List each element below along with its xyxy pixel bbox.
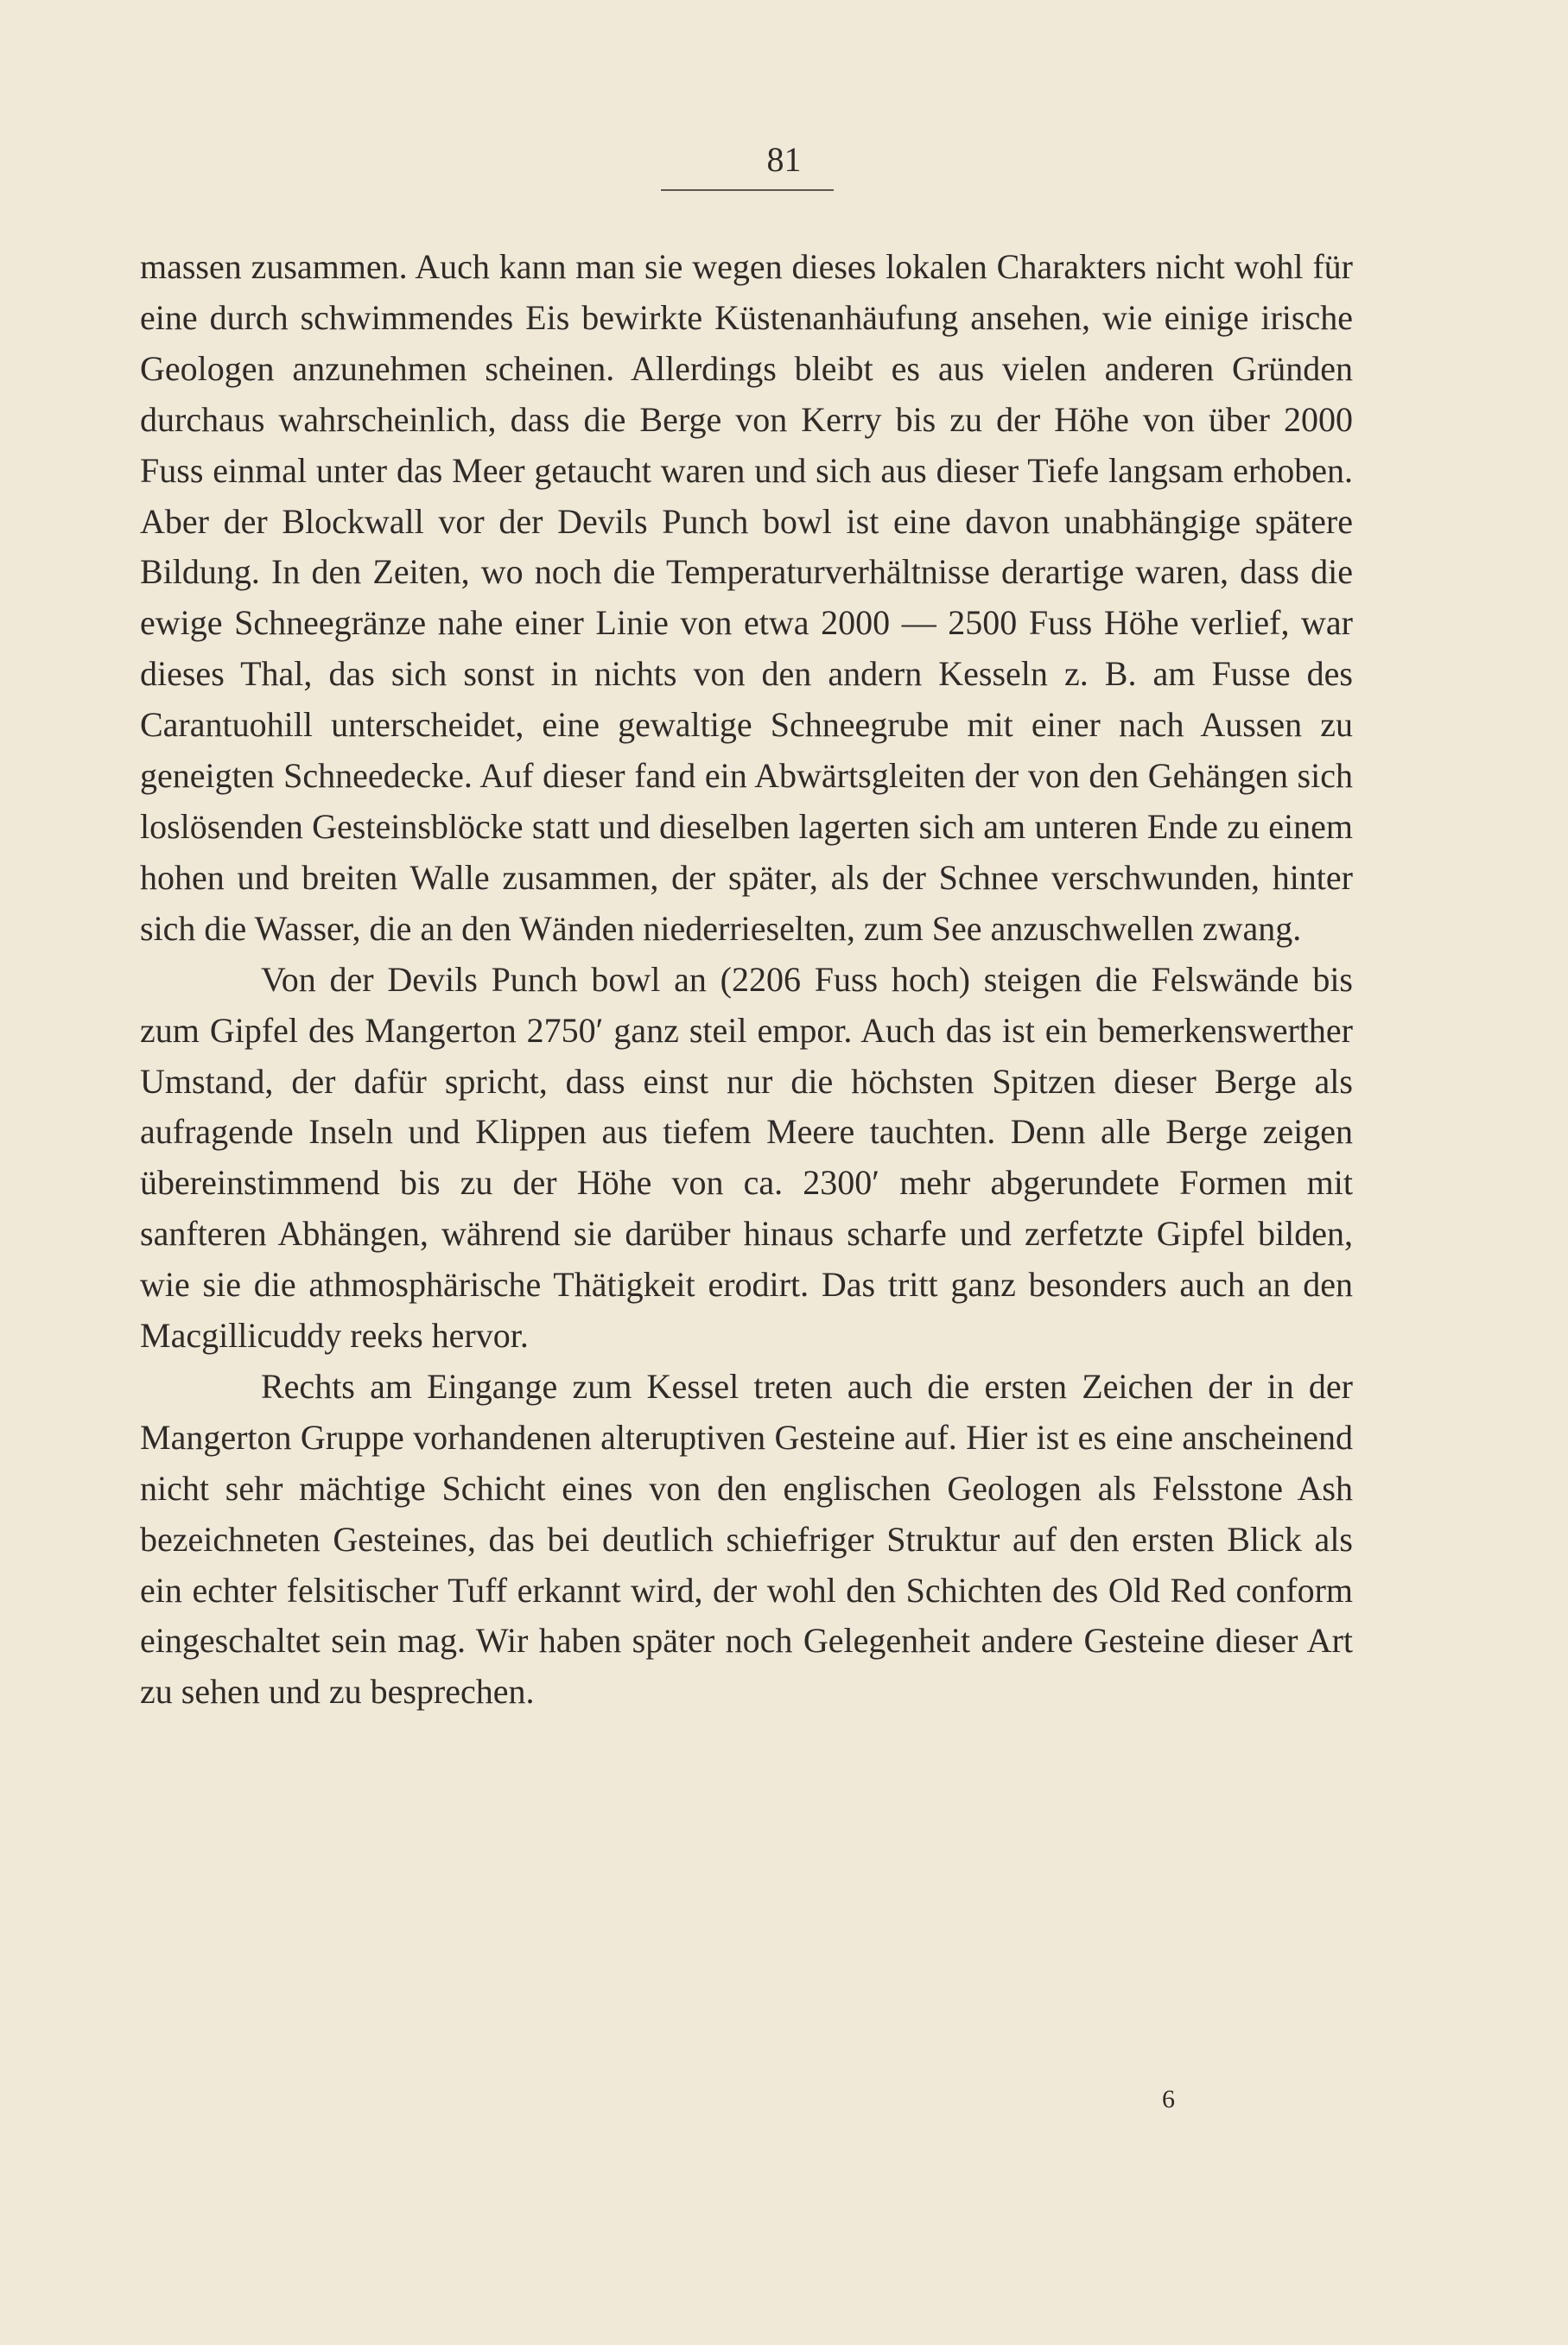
paragraph-2: Von der Devils Punch bowl an (2206 Fuss hoch) steigen die Felswände bis zum Gipfel des Mangerton 2750′ ganz steil empor. Auch das ist ein bemerkenswerther Umstand, der dafür spricht, dass einst nur die höchsten Spitzen dieser Berge als aufragende Inseln und Klippen aus tiefem Meere tauchten. Denn alle Berge zeigen übereinstimmend bis zu der Höhe von ca. 2300′ mehr abgerundete Formen mit sanfteren Abhängen, während sie darüber hinaus scharfe und zerfetzte Gipfel bilden, wie sie die athmosphärische Thätigkeit erodirt. Das tritt ganz besonders auch an den Macgillicuddy reeks hervor. (140, 959, 1353, 1356)
paragraph-1: massen zusammen. Auch kann man sie wegen dieses lokalen Charakters nicht wohl für eine durch schwimmendes Eis bewirkte Küstenanhäufung ansehen, wie einige irische Geologen anzunehmen scheinen. Allerdings bleibt es aus vielen anderen Gründen durchaus wahrscheinlich, dass die Berge von Kerry bis zu der Höhe von über 2000 Fuss einmal unter das Meer getaucht waren und sich aus dieser Tiefe langsam erhoben. Aber der Blockwall vor der Devils Punch bowl ist eine davon unabhängige spätere Bildung. In den Zeiten, wo noch die Temperaturverhältnisse derartige waren, dass die ewige Schneegränze nahe einer Linie von etwa 2000 — 2500 Fuss Höhe verlief, war dieses Thal, das sich sonst in nichts von den andern Kesseln z. B. am Fusse des Carantuohill unterscheidet, eine gewaltige Schneegrube mit einer nach Aussen zu geneigten Schneedecke. Auf dieser fand ein Abwärtsgleiten der von den Gehängen sich loslösenden Gesteinsblöcke statt und dieselben lagerten sich am unteren Ende zu einem hohen und breiten Walle zusammen, der später, als der Schnee verschwunden, hinter sich die Wasser, die an den Wänden niederrieselten, zum See anzuschwellen zwang. (140, 247, 1353, 948)
header-rule (661, 189, 834, 191)
page-number: 81 (766, 140, 802, 179)
paragraph-3: Rechts am Eingange zum Kessel treten auch die ersten Zeichen der in der Mangerton Gruppe vorhandenen alteruptiven Gesteine auf. Hier ist es eine anscheinend nicht sehr mächtige Schicht eines von den englischen Geologen als Felsstone Ash bezeichneten Gesteines, das bei deutlich schiefriger Struktur auf den ersten Blick als ein echter felsitischer Tuff erkannt wird, der wohl den Schichten des Old Red conform eingeschaltet sein mag. Wir haben später noch Gelegenheit andere Gesteine dieser Art zu sehen und zu besprechen. (140, 1366, 1353, 1712)
page-header (0, 138, 1568, 188)
body-text (140, 242, 1353, 1718)
signature-mark: 6 (1162, 2085, 1175, 2113)
